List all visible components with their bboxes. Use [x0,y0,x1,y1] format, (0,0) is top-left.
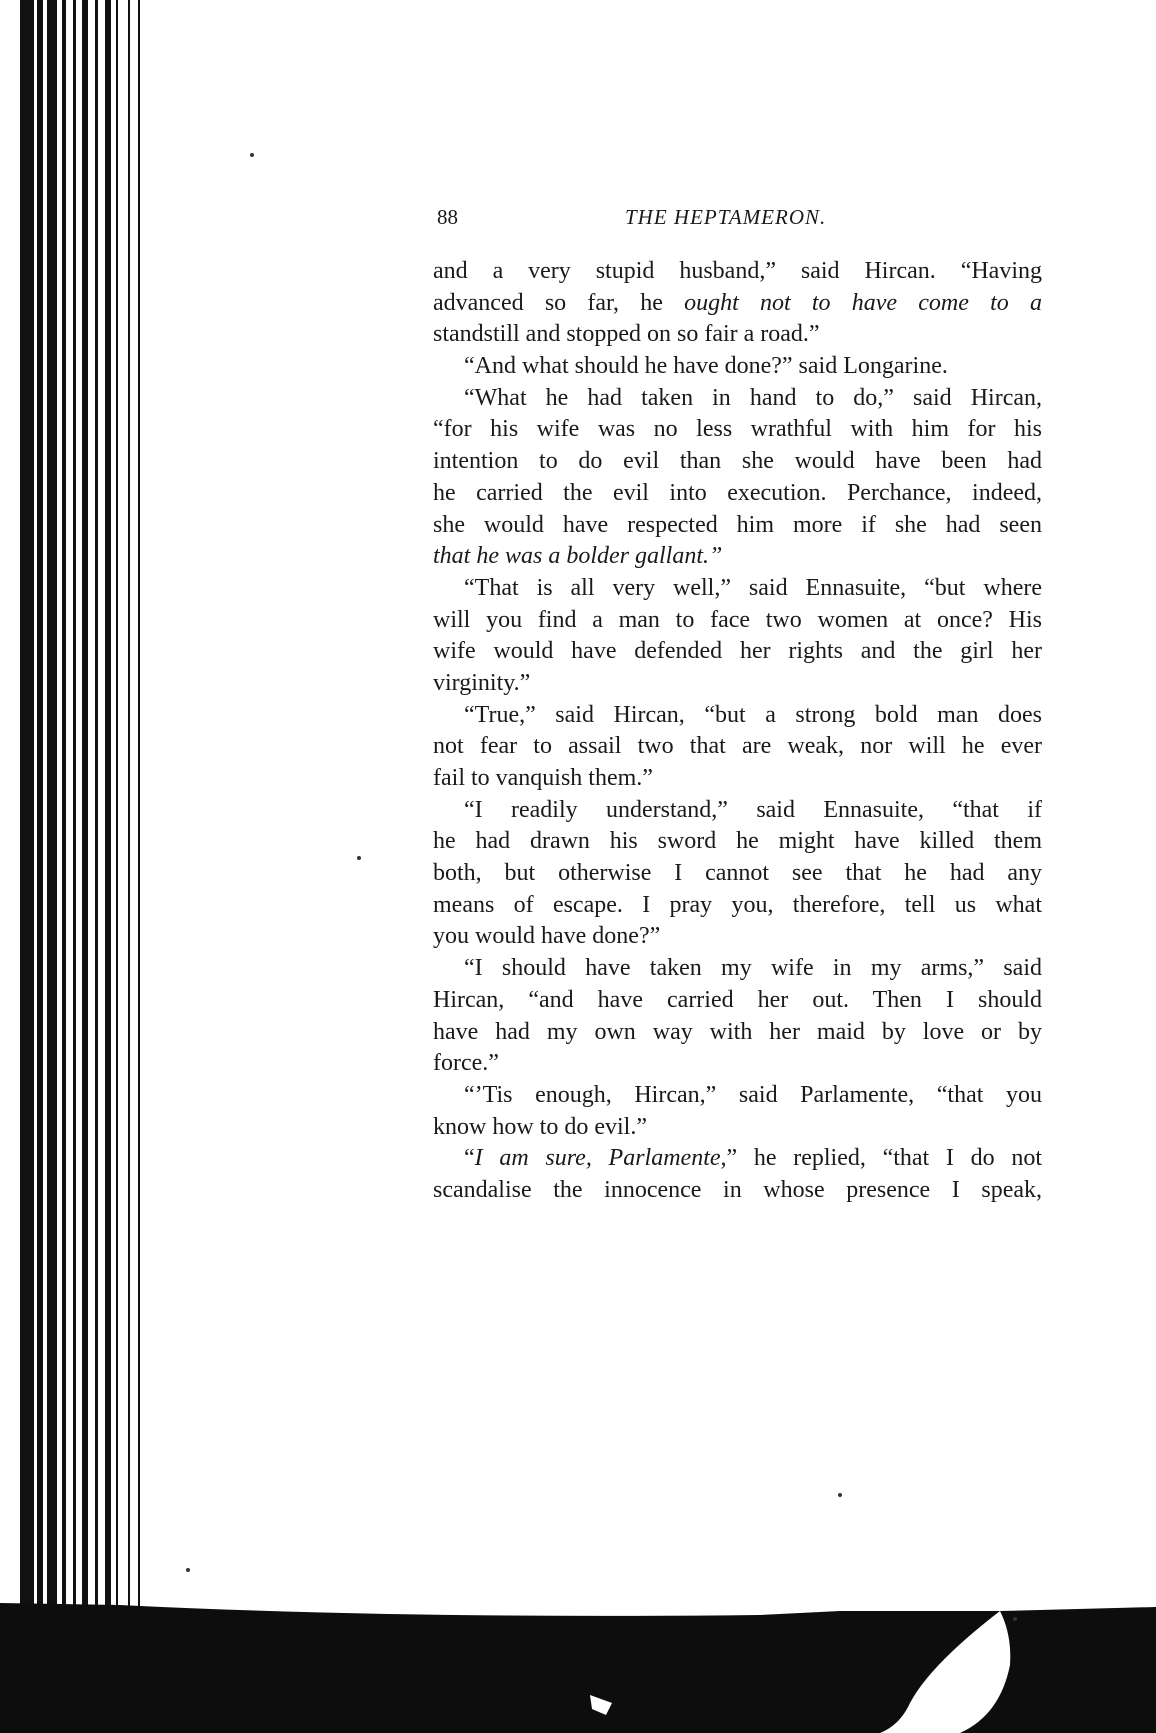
text-run: scandalise the innocence in whose presence I speak, [433,1176,1042,1203]
text-run: means of escape. I pray you, therefore, tell us what [433,891,1042,918]
text-line [433,510,1042,542]
text-line [433,985,1042,1017]
running-head [437,205,1037,237]
scan-speck [838,1493,842,1497]
text-run: virginity.” [433,669,531,696]
text-run: “That is all very well,” said Ennasuite, “but where [464,574,1042,601]
text-run: “ [464,1145,475,1172]
scan-speck [357,856,361,860]
italic-text: ought not to have come to a [684,289,1042,316]
text-line [433,1112,1042,1144]
text-line [433,1175,1042,1207]
text-run: “for his wife was no less wrathful with him for his [433,416,1042,443]
text-run: he carried the evil into execution. Perchance, indeed, [433,479,1042,506]
text-run: wife would have defended her rights and the girl her [433,638,1042,665]
body-text [433,256,1042,1207]
text-run: have had my own way with her maid by love or by [433,1018,1042,1045]
text-run: fail to vanquish them.” [433,765,653,791]
text-line [433,858,1042,890]
text-line [433,288,1042,320]
text-run: “True,” said Hircan, “but a strong bold man does [464,701,1042,728]
text-run: ” he replied, “that I do not [726,1145,1042,1172]
text-line [433,731,1042,763]
text-line [433,351,1042,383]
text-run: “I readily understand,” said Ennasuite, “that if [464,796,1042,823]
text-run: Hircan, “and have carried her out. Then I should [433,986,1042,1013]
scan-speck [186,1568,190,1572]
text-line [433,1048,1042,1080]
text-line [433,573,1042,605]
text-line [433,795,1042,827]
text-line [433,700,1042,732]
text-run: force.” [433,1050,499,1077]
text-line [433,1017,1042,1049]
text-run: “What he had taken in hand to do,” said Hircan, [464,384,1042,411]
text-line [433,921,1042,953]
text-line [433,446,1042,478]
book-gutter [0,0,150,1733]
text-line [433,319,1042,351]
italic-text: that he was a bolder gallant.” [433,543,723,570]
text-run: know how to do evil.” [433,1113,647,1140]
text-run: will you find a man to face two women at once? His [433,606,1042,633]
scan-bottom-edge [0,1585,1156,1733]
text-line [433,541,1042,573]
text-line [433,668,1042,700]
text-line [433,826,1042,858]
page-number: 88 [437,205,458,229]
scan-speck [250,153,254,157]
text-run: both, but otherwise I cannot see that he had any [433,860,1042,887]
text-run: not fear to assail two that are weak, nor will he ever [433,733,1042,760]
text-line [433,890,1042,922]
text-line [433,1080,1042,1112]
text-run: she would have respected him more if she had seen [433,511,1042,538]
text-line [433,763,1042,795]
text-run: and a very stupid husband,” said Hircan. “Having [433,258,1042,284]
text-run: standstill and stopped on so fair a road.” [433,321,820,348]
text-run: “And what should he have done?” said Longarine. [464,353,948,380]
text-line [433,414,1042,446]
text-run: “I should have taken my wife in my arms,” said [464,955,1042,982]
text-line [433,636,1042,668]
text-run: advanced so far, he [433,289,685,316]
text-run: intention to do evil than she would have been had [433,448,1042,475]
text-run: you would have done?” [433,923,661,950]
italic-text: I am sure, Parlamente, [474,1145,727,1172]
text-line [433,605,1042,637]
text-run: he had drawn his sword he might have killed them [433,828,1042,855]
book-title: THE HEPTAMERON. [625,205,827,229]
text-run: “’Tis enough, Hircan,” said Parlamente, “that you [464,1081,1042,1108]
text-line [433,953,1042,985]
text-line [433,1143,1042,1175]
scan-speck [1013,1617,1017,1621]
text-line [433,478,1042,510]
text-line [433,256,1042,288]
text-line [433,383,1042,415]
